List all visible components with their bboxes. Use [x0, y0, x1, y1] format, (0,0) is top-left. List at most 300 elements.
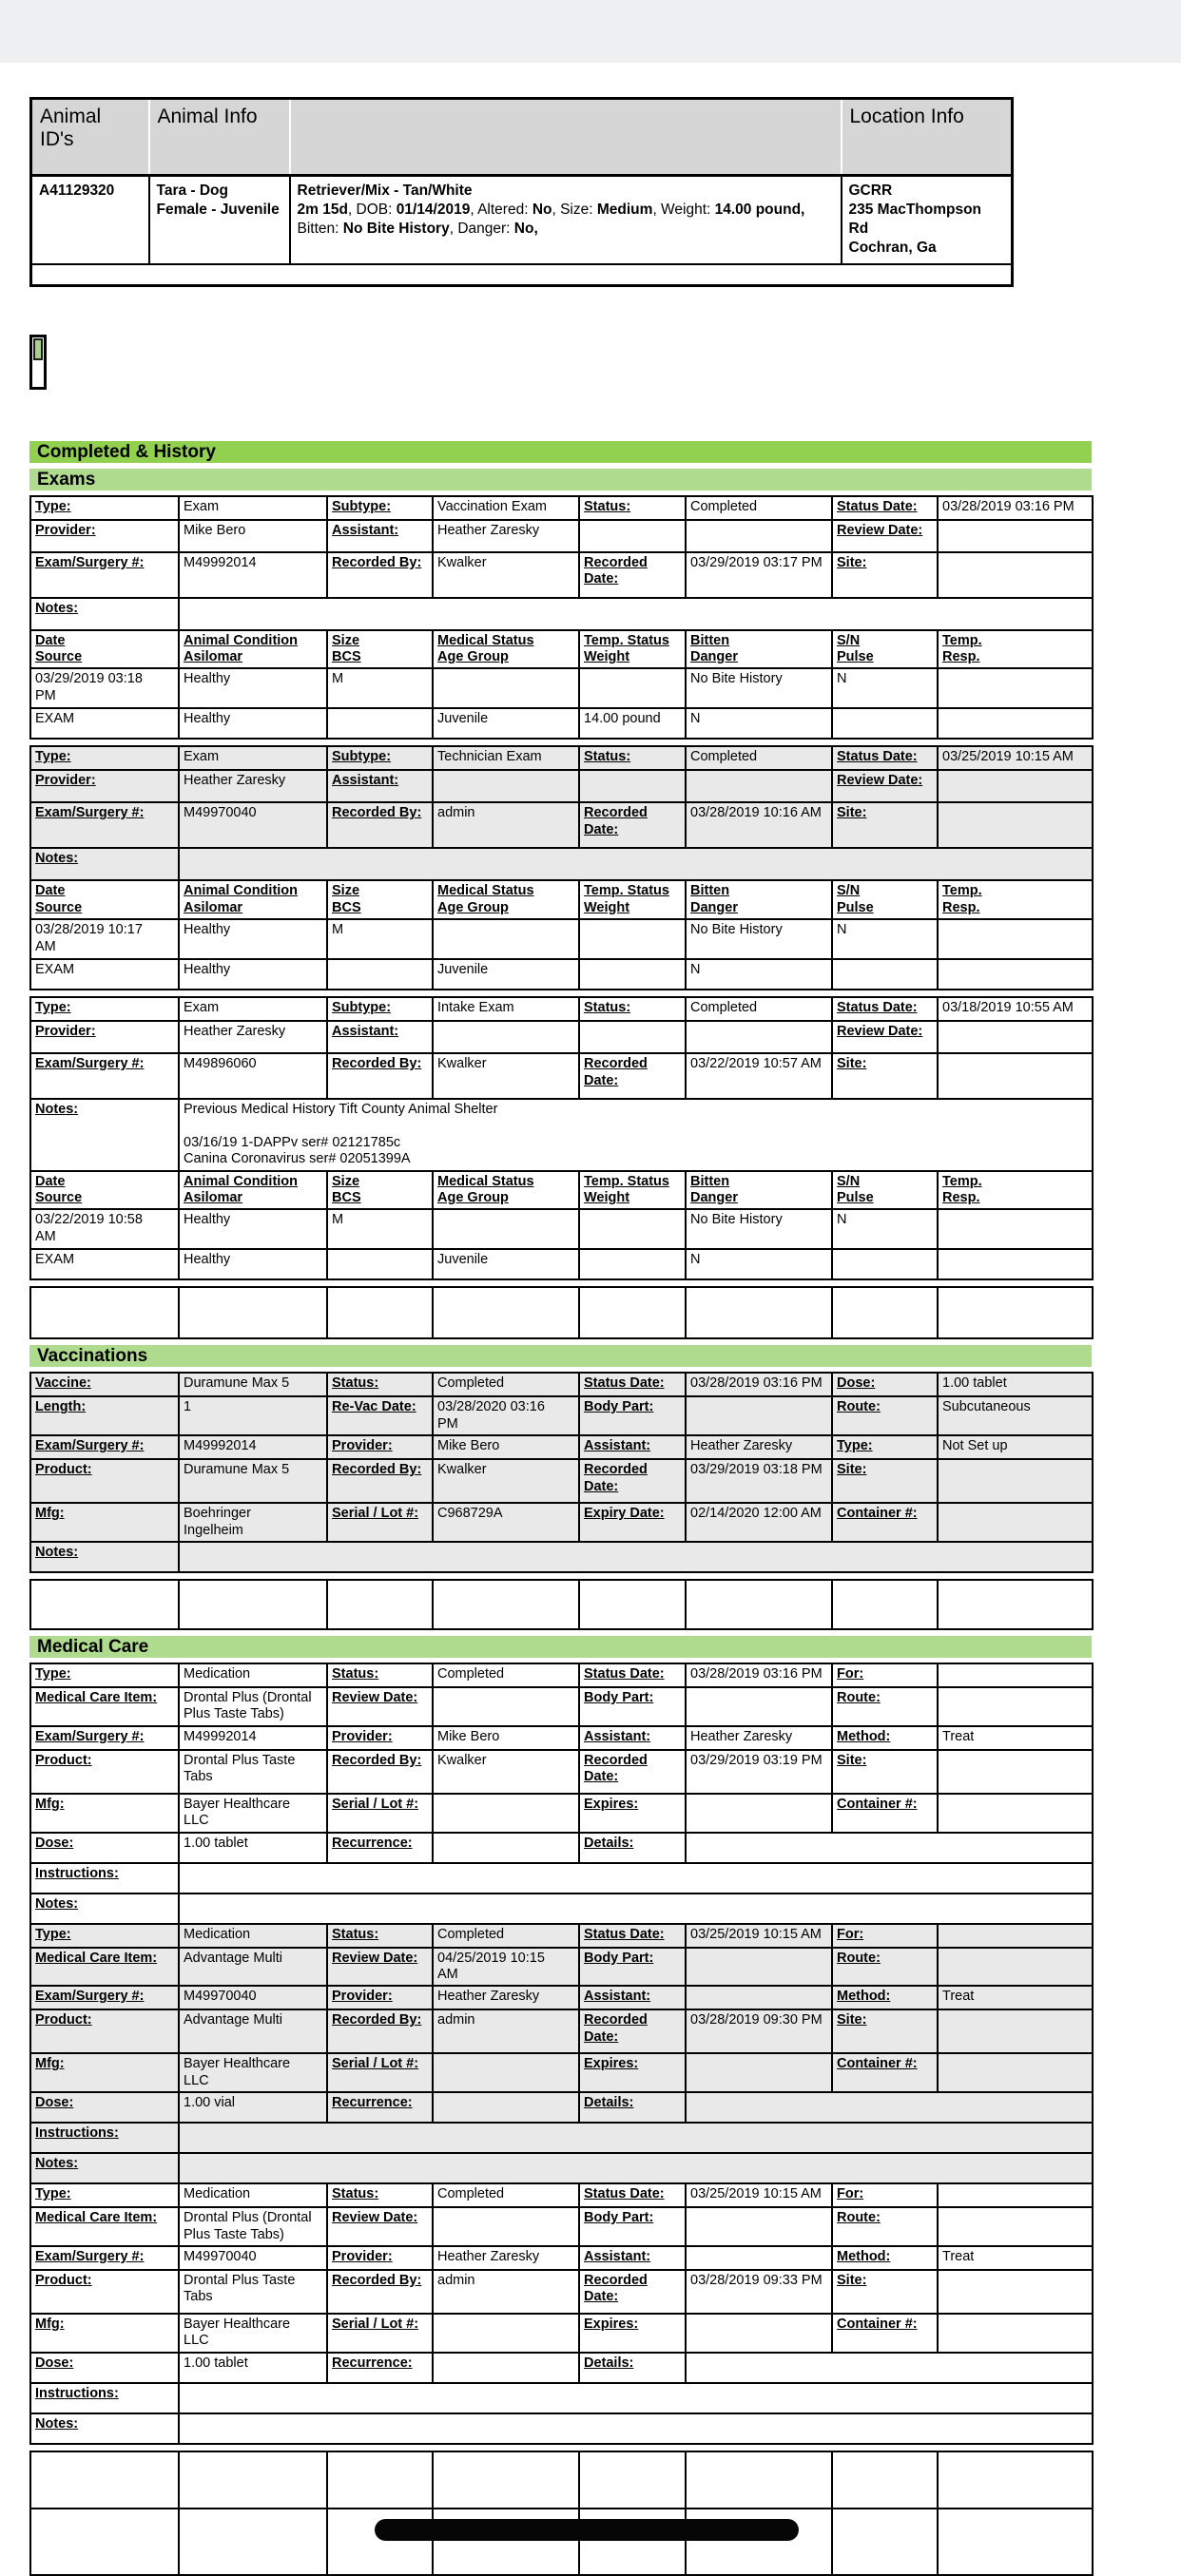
empty-cell: [30, 1287, 179, 1338]
field-label: Mfg:: [30, 2053, 179, 2092]
empty-cell: [938, 1053, 1093, 1099]
table-row: [30, 2009, 1093, 2053]
field-value: M49970040: [179, 802, 327, 848]
field-label: Status:: [327, 1663, 433, 1687]
table-row: [30, 1053, 1093, 1099]
field-value: Exam: [179, 997, 327, 1021]
field-label: Review Date:: [832, 520, 938, 552]
empty-cell: [938, 1021, 1093, 1053]
field-value: No Bite History: [686, 1209, 832, 1249]
section-header-vaccinations: Vaccinations: [29, 1345, 1092, 1367]
field-label: Container #:: [832, 2314, 938, 2353]
field-value: Heather Zaresky: [179, 1021, 327, 1053]
table-row: [30, 1863, 1093, 1894]
field-value: Drontal Plus Taste Tabs: [179, 1750, 327, 1794]
field-label: Type:: [30, 997, 179, 1021]
field-label: Temp. Resp.: [938, 630, 1093, 669]
field-label: Notes:: [30, 598, 179, 630]
empty-cell: [579, 919, 686, 959]
empty-cell: [686, 2092, 1093, 2123]
field-value: M49970040: [179, 2246, 327, 2270]
empty-cell: [832, 1287, 938, 1338]
table-row: [30, 520, 1093, 552]
field-label: Provider:: [327, 1726, 433, 1750]
table-row: [30, 959, 1093, 990]
field-label: Medical Status Age Group: [433, 630, 579, 669]
field-value: Drontal Plus Taste Tabs: [179, 2270, 327, 2314]
field-label: Status Date:: [579, 1373, 686, 1396]
field-value: M: [327, 1209, 433, 1249]
page-fragment-widget: [29, 335, 47, 390]
field-label: Review Date:: [832, 770, 938, 802]
field-label: Product:: [30, 1750, 179, 1794]
field-label: Type:: [30, 2183, 179, 2207]
table-row: [30, 2053, 1093, 2092]
empty-cell: [938, 2509, 1093, 2575]
field-value: 1: [179, 1396, 327, 1435]
field-value: M49970040: [179, 1986, 327, 2009]
table-row: [30, 1459, 1093, 1503]
field-label: Site:: [832, 552, 938, 598]
field-value: Completed: [433, 1373, 579, 1396]
field-value: Mike Bero: [433, 1435, 579, 1459]
field-value: Heather Zaresky: [433, 520, 579, 552]
empty-cell: [327, 1287, 433, 1338]
field-label: Recorded By:: [327, 552, 433, 598]
field-label: Instructions:: [30, 2383, 179, 2413]
empty-cell: [686, 1986, 832, 2009]
field-label: Recorded By:: [327, 1053, 433, 1099]
field-label: Site:: [832, 1053, 938, 1099]
field-value: M49896060: [179, 1053, 327, 1099]
field-value: admin: [433, 802, 579, 848]
field-label: Subtype:: [327, 997, 433, 1021]
table-row: [30, 2444, 1093, 2451]
field-value: 04/25/2019 10:15 AM: [433, 1948, 579, 1987]
animal-name: Tara - Dog Female - Juvenile: [149, 176, 290, 264]
field-value: Kwalker: [433, 1459, 579, 1503]
field-label: Expiry Date:: [579, 1503, 686, 1542]
field-label: Type:: [30, 496, 179, 520]
field-value: Healthy: [179, 959, 327, 990]
field-label: Recorded Date:: [579, 1459, 686, 1503]
empty-cell: [686, 1948, 832, 1987]
table-row: [30, 1687, 1093, 1726]
empty-cell: [938, 1794, 1093, 1833]
field-value: Bayer Healthcare LLC: [179, 2314, 327, 2353]
animal-detail-line-1: 2m 15d, DOB: 01/14/2019, Altered: No, Size: Medium, Weight: 14.00 pound,: [297, 202, 805, 219]
field-label: Details:: [579, 1833, 686, 1863]
field-label: Bitten Danger: [686, 880, 832, 919]
empty-cell: [30, 2509, 179, 2575]
empty-cell: [179, 1287, 327, 1338]
field-label: Exam/Surgery #:: [30, 1053, 179, 1099]
field-value: N: [686, 959, 832, 990]
field-label: Expires:: [579, 2314, 686, 2353]
empty-cell: [686, 520, 832, 552]
field-label: Status Date:: [579, 2183, 686, 2207]
field-label: Length:: [30, 1396, 179, 1435]
field-value: 03/28/2019 03:16 PM: [686, 1373, 832, 1396]
empty-cell: [938, 919, 1093, 959]
empty-cell: [938, 1948, 1093, 1987]
empty-cell: [938, 2053, 1093, 2092]
field-label: Type:: [30, 1924, 179, 1948]
table-row: [30, 1249, 1093, 1279]
table-row: [30, 1726, 1093, 1750]
animal-details: [290, 176, 842, 264]
field-label: Recorded Date:: [579, 552, 686, 598]
field-value: Medication: [179, 2183, 327, 2207]
field-value: 1.00 tablet: [179, 1833, 327, 1863]
empty-cell: [179, 848, 1093, 880]
table-row: [30, 997, 1093, 1021]
field-value: 03/28/2019 03:16 PM: [686, 1663, 832, 1687]
field-label: Body Part:: [579, 1687, 686, 1726]
field-label: Temp. Status Weight: [579, 1171, 686, 1210]
field-label: Product:: [30, 2270, 179, 2314]
empty-cell: [938, 2009, 1093, 2053]
table-row: [30, 1279, 1093, 1287]
field-label: Subtype:: [327, 496, 433, 520]
field-label: Serial / Lot #:: [327, 1503, 433, 1542]
field-value: M49992014: [179, 552, 327, 598]
field-label: Bitten Danger: [686, 1171, 832, 1210]
animal-breed: Retriever/Mix - Tan/White: [297, 183, 473, 199]
table-row: [30, 1099, 1093, 1171]
field-label: Provider:: [30, 770, 179, 802]
empty-cell: [686, 1287, 832, 1338]
empty-cell: [579, 2451, 686, 2509]
table-row: [30, 2153, 1093, 2183]
empty-cell: [179, 1863, 1093, 1894]
field-label: Route:: [832, 2207, 938, 2246]
empty-cell: [179, 2123, 1093, 2153]
table-row: [30, 2207, 1093, 2246]
field-label: Recorded Date:: [579, 802, 686, 848]
field-label: For:: [832, 1663, 938, 1687]
empty-cell: [579, 1580, 686, 1629]
exams-table: [29, 495, 1094, 1340]
table-row: [30, 2353, 1093, 2383]
table-row: [30, 770, 1093, 802]
field-value: Juvenile: [433, 1249, 579, 1279]
field-label: Temp. Resp.: [938, 1171, 1093, 1210]
field-label: Status:: [579, 496, 686, 520]
field-label: Animal Condition Asilomar: [179, 880, 327, 919]
field-value: N: [832, 919, 938, 959]
field-label: Status Date:: [832, 496, 938, 520]
field-label: Site:: [832, 1750, 938, 1794]
field-value: 1.00 tablet: [938, 1373, 1093, 1396]
empty-cell: [327, 959, 433, 990]
empty-cell: [686, 2053, 832, 2092]
field-label: Serial / Lot #:: [327, 1794, 433, 1833]
empty-cell: [433, 2207, 579, 2246]
empty-cell: [179, 2413, 1093, 2444]
table-row: [30, 802, 1093, 848]
field-label: S/N Pulse: [832, 630, 938, 669]
field-label: Dose:: [30, 1833, 179, 1863]
table-row: [30, 552, 1093, 598]
table-row: [30, 1833, 1093, 1863]
table-row: [30, 1948, 1093, 1987]
field-value: Healthy: [179, 708, 327, 739]
table-row: [30, 2123, 1093, 2153]
empty-cell: [179, 598, 1093, 630]
empty-cell: [433, 1687, 579, 1726]
field-value: 03/28/2020 03:16 PM: [433, 1396, 579, 1435]
table-row: [30, 2270, 1093, 2314]
field-value: Medication: [179, 1663, 327, 1687]
field-label: Route:: [832, 1948, 938, 1987]
empty-cell: [938, 770, 1093, 802]
table-row: [30, 1209, 1093, 1249]
animal-detail-line-2: Bitten: No Bite History, Danger: No,: [297, 221, 538, 238]
field-value: Heather Zaresky: [179, 770, 327, 802]
field-label: Site:: [832, 1459, 938, 1503]
location-info: GCRR 235 MacThompson Rd Cochran, Ga: [842, 176, 1013, 264]
empty-cell: [433, 2053, 579, 2092]
empty-cell: [938, 668, 1093, 708]
empty-cell: [30, 2451, 179, 2509]
field-label: Date Source: [30, 880, 179, 919]
field-label: Serial / Lot #:: [327, 2314, 433, 2353]
field-label: Bitten Danger: [686, 630, 832, 669]
field-value: Intake Exam: [433, 997, 579, 1021]
empty-cell: [938, 2451, 1093, 2509]
field-value: Heather Zaresky: [433, 1986, 579, 2009]
section-header-completed-history: Completed & History: [29, 441, 1092, 463]
field-value: N: [832, 668, 938, 708]
field-value: Subcutaneous: [938, 1396, 1093, 1435]
empty-cell: [579, 520, 686, 552]
field-value: Heather Zaresky: [433, 2246, 579, 2270]
empty-cell: [938, 2314, 1093, 2353]
field-label: Method:: [832, 2246, 938, 2270]
field-value: Juvenile: [433, 708, 579, 739]
empty-cell: [179, 1580, 327, 1629]
field-value: Completed: [433, 2183, 579, 2207]
field-value: 03/25/2019 10:15 AM: [938, 746, 1093, 770]
table-row: [30, 2314, 1093, 2353]
field-label: Exam/Surgery #:: [30, 2246, 179, 2270]
table-row: [30, 1663, 1093, 1687]
table-row: [30, 1750, 1093, 1794]
empty-cell: [579, 668, 686, 708]
field-label: Dose:: [832, 1373, 938, 1396]
empty-cell: [832, 708, 938, 739]
field-label: Status:: [579, 746, 686, 770]
field-label: Recurrence:: [327, 2092, 433, 2123]
field-value: admin: [433, 2270, 579, 2314]
table-row: [30, 2183, 1093, 2207]
field-label: Review Date:: [327, 2207, 433, 2246]
field-label: Size BCS: [327, 630, 433, 669]
empty-cell: [686, 2353, 1093, 2383]
field-label: Status Date:: [832, 997, 938, 1021]
empty-cell: [938, 1249, 1093, 1279]
field-label: Temp. Status Weight: [579, 880, 686, 919]
field-label: Size BCS: [327, 1171, 433, 1210]
field-label: Type:: [832, 1435, 938, 1459]
col-header-location-info: Location Info: [842, 99, 1013, 176]
field-label: Container #:: [832, 2053, 938, 2092]
field-label: Temp. Status Weight: [579, 630, 686, 669]
table-row: [30, 1924, 1093, 1948]
empty-cell: [433, 1833, 579, 1863]
field-label: For:: [832, 2183, 938, 2207]
field-label: Notes:: [30, 1099, 179, 1171]
empty-cell: [433, 1794, 579, 1833]
field-value: 03/28/2019 09:33 PM: [686, 2270, 832, 2314]
field-label: Assistant:: [327, 1021, 433, 1053]
field-value: N: [686, 1249, 832, 1279]
table-row: [30, 848, 1093, 880]
field-value: Completed: [433, 1663, 579, 1687]
field-label: Exam/Surgery #:: [30, 1435, 179, 1459]
field-label: Recorded By:: [327, 2009, 433, 2053]
field-value: Mike Bero: [433, 1726, 579, 1750]
vaccinations-table: [29, 1372, 1094, 1630]
field-value: Treat: [938, 1726, 1093, 1750]
empty-cell: [938, 2207, 1093, 2246]
field-label: Animal Condition Asilomar: [179, 1171, 327, 1210]
field-label: Notes:: [30, 1542, 179, 1572]
empty-cell: [686, 1021, 832, 1053]
field-value: M49992014: [179, 1726, 327, 1750]
field-label: Mfg:: [30, 1503, 179, 1542]
table-row: [30, 496, 1093, 520]
field-value: Completed: [686, 496, 832, 520]
empty-cell: [832, 2509, 938, 2575]
table-row: [30, 1171, 1093, 1210]
row-gap: [30, 739, 1093, 746]
empty-cell: [579, 959, 686, 990]
field-value: 03/29/2019 03:18 PM: [30, 668, 179, 708]
field-label: Medical Status Age Group: [433, 1171, 579, 1210]
field-value: Treat: [938, 1986, 1093, 2009]
field-value: C968729A: [433, 1503, 579, 1542]
field-label: Notes:: [30, 1894, 179, 1924]
empty-cell: [433, 1287, 579, 1338]
empty-cell: [938, 959, 1093, 990]
field-value: 03/25/2019 10:15 AM: [686, 1924, 832, 1948]
field-value: Drontal Plus (Drontal Plus Taste Tabs): [179, 1687, 327, 1726]
field-label: Notes:: [30, 848, 179, 880]
field-value: Completed: [686, 746, 832, 770]
field-label: Exam/Surgery #:: [30, 1726, 179, 1750]
field-value: Heather Zaresky: [686, 1435, 832, 1459]
empty-cell: [30, 1580, 179, 1629]
field-label: Assistant:: [579, 2246, 686, 2270]
field-label: Container #:: [832, 1794, 938, 1833]
empty-cell: [433, 919, 579, 959]
table-row: [30, 990, 1093, 997]
empty-cell: [938, 1209, 1093, 1249]
field-label: Re-Vac Date:: [327, 1396, 433, 1435]
field-value: EXAM: [30, 959, 179, 990]
table-row: [30, 1986, 1093, 2009]
empty-cell: [179, 2509, 327, 2575]
field-value: Technician Exam: [433, 746, 579, 770]
mini-green-cell-icon: [33, 338, 43, 360]
field-label: Site:: [832, 2009, 938, 2053]
col-header-animal-info: Animal Info: [149, 99, 290, 176]
field-label: Status Date:: [579, 1924, 686, 1948]
field-value: No Bite History: [686, 919, 832, 959]
field-label: Medical Care Item:: [30, 1687, 179, 1726]
report-sections: [29, 441, 1092, 2576]
field-value: Exam: [179, 496, 327, 520]
empty-cell: [433, 770, 579, 802]
table-row: [30, 1580, 1093, 1629]
empty-cell: [832, 1580, 938, 1629]
empty-cell: [579, 1249, 686, 1279]
field-value: Healthy: [179, 1249, 327, 1279]
field-value: 02/14/2020 12:00 AM: [686, 1503, 832, 1542]
field-value: 1.00 tablet: [179, 2353, 327, 2383]
field-value: M49992014: [179, 1435, 327, 1459]
table-row: [30, 1435, 1093, 1459]
empty-cell: [938, 1687, 1093, 1726]
field-value: 03/29/2019 03:18 PM: [686, 1459, 832, 1503]
empty-cell: [938, 1924, 1093, 1948]
table-row: [30, 1794, 1093, 1833]
report-content: [29, 97, 1092, 2576]
empty-cell: [938, 802, 1093, 848]
empty-cell: [179, 1542, 1093, 1572]
field-value: Kwalker: [433, 1750, 579, 1794]
field-label: Method:: [832, 1726, 938, 1750]
empty-cell: [433, 1580, 579, 1629]
field-value: 03/22/2019 10:57 AM: [686, 1053, 832, 1099]
col-header-animal-ids: Animal ID's: [31, 99, 149, 176]
field-label: Type:: [30, 1663, 179, 1687]
empty-cell: [938, 2270, 1093, 2314]
field-label: Recorded By:: [327, 2270, 433, 2314]
row-gap: [30, 990, 1093, 997]
empty-cell: [938, 1459, 1093, 1503]
field-value: 03/28/2019 10:16 AM: [686, 802, 832, 848]
field-value: Vaccination Exam: [433, 496, 579, 520]
field-value: Boehringer Ingelheim: [179, 1503, 327, 1542]
field-label: Size BCS: [327, 880, 433, 919]
field-label: Status:: [327, 1924, 433, 1948]
field-value: Juvenile: [433, 959, 579, 990]
empty-cell: [832, 1249, 938, 1279]
field-value: Bayer Healthcare LLC: [179, 1794, 327, 1833]
table-row: [30, 1021, 1093, 1053]
field-value: EXAM: [30, 708, 179, 739]
field-label: Site:: [832, 2270, 938, 2314]
animal-table-empty-strip: [31, 264, 1013, 286]
field-label: Details:: [579, 2092, 686, 2123]
empty-cell: [686, 1580, 832, 1629]
field-label: Medical Care Item:: [30, 2207, 179, 2246]
empty-cell: [433, 1021, 579, 1053]
empty-cell: [579, 1287, 686, 1338]
empty-cell: [938, 520, 1093, 552]
empty-cell: [327, 1580, 433, 1629]
field-value: 03/29/2019 03:17 PM: [686, 552, 832, 598]
field-label: Recurrence:: [327, 2353, 433, 2383]
field-label: Notes:: [30, 2413, 179, 2444]
field-label: Expires:: [579, 1794, 686, 1833]
field-value: Healthy: [179, 919, 327, 959]
empty-cell: [938, 1750, 1093, 1794]
empty-cell: [579, 1021, 686, 1053]
